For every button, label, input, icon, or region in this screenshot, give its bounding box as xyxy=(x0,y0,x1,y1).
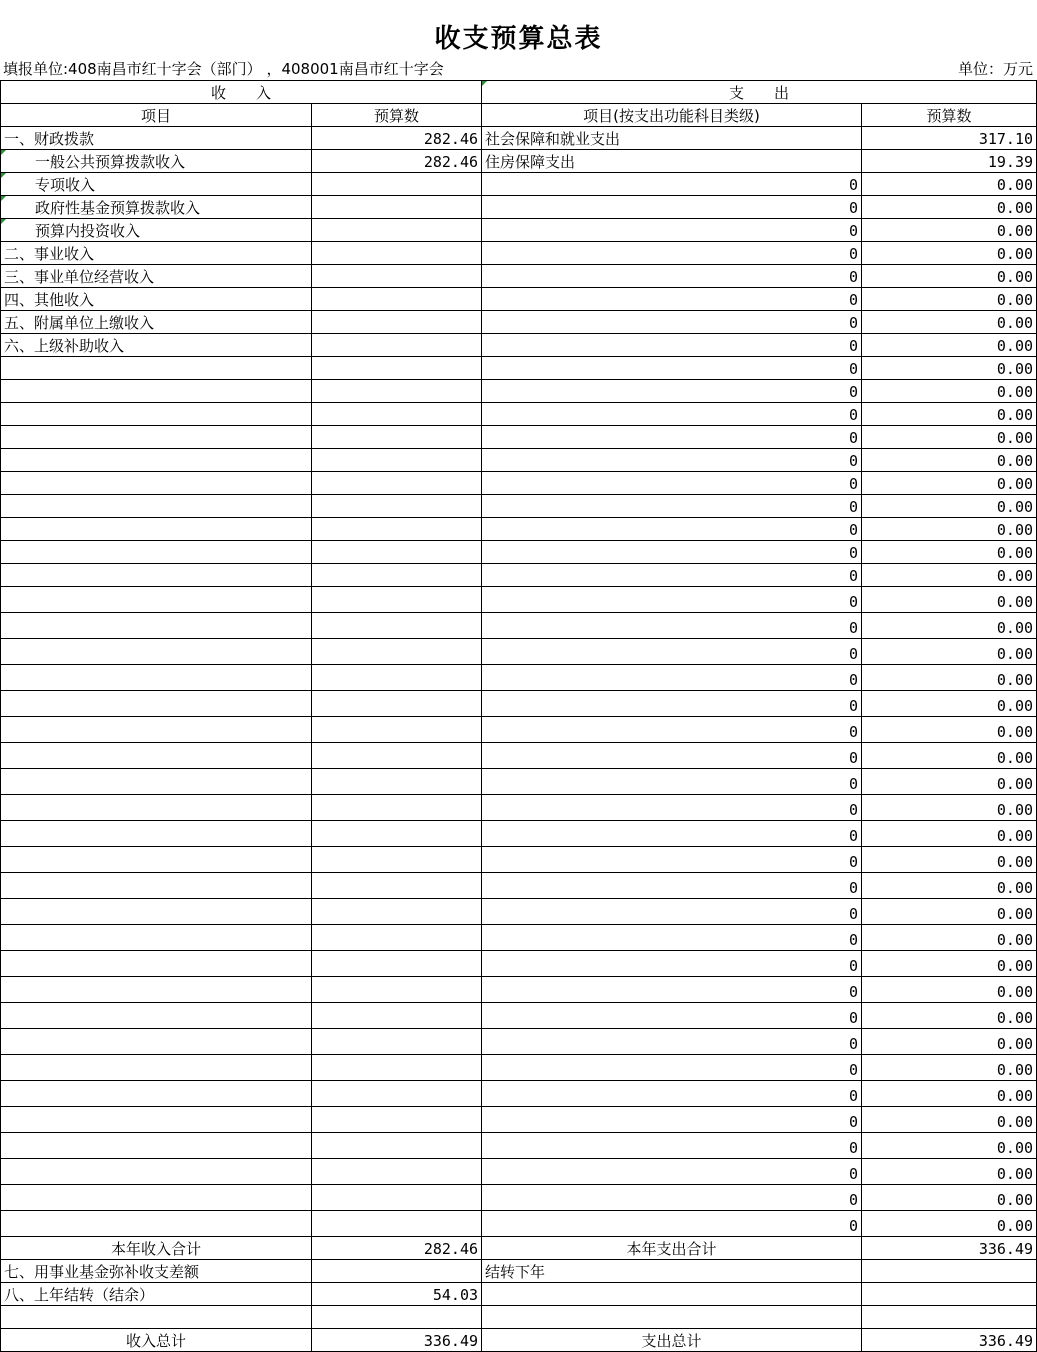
expense-value-cell: 0.00 xyxy=(862,1133,1037,1159)
table-row xyxy=(1,873,1037,899)
empty-cell xyxy=(862,1283,1037,1306)
expense-value-cell: 0.00 xyxy=(862,357,1037,380)
carry-next-value xyxy=(862,1260,1037,1283)
income-item-cell xyxy=(1,1107,312,1133)
expense-value-cell: 0.00 xyxy=(862,495,1037,518)
table-row xyxy=(1,717,1037,743)
income-value-cell xyxy=(312,977,482,1003)
expense-value-cell: 0.00 xyxy=(862,173,1037,196)
grand-expense-value: 336.49 xyxy=(862,1329,1037,1352)
table-row xyxy=(1,743,1037,769)
income-value-cell xyxy=(312,1107,482,1133)
income-item-cell: 二、事业收入 xyxy=(1,242,312,265)
expense-item-cell: 0 xyxy=(482,899,862,925)
table-row xyxy=(1,357,1037,380)
expense-item-cell: 0 xyxy=(482,977,862,1003)
income-item-cell xyxy=(1,821,312,847)
expense-item-cell: 0 xyxy=(482,1003,862,1029)
income-value-cell xyxy=(312,311,482,334)
table-row xyxy=(1,196,1037,219)
income-item-cell: 一般公共预算拨款收入 xyxy=(1,150,312,173)
table-row xyxy=(1,925,1037,951)
expense-value-cell: 0.00 xyxy=(862,1159,1037,1185)
table-row xyxy=(1,449,1037,472)
income-item-cell: 四、其他收入 xyxy=(1,288,312,311)
table-row xyxy=(1,613,1037,639)
income-value-cell xyxy=(312,665,482,691)
income-item-cell xyxy=(1,587,312,613)
income-item-header: 项目 xyxy=(1,104,312,127)
table-row xyxy=(1,541,1037,564)
expense-item-cell: 0 xyxy=(482,639,862,665)
table-row xyxy=(1,495,1037,518)
table-row xyxy=(1,564,1037,587)
expense-value-cell: 0.00 xyxy=(862,1029,1037,1055)
expense-value-cell: 0.00 xyxy=(862,426,1037,449)
income-item-cell xyxy=(1,426,312,449)
income-item-cell xyxy=(1,1029,312,1055)
income-value-cell xyxy=(312,219,482,242)
budget-table xyxy=(0,80,1037,1352)
table-row xyxy=(1,1029,1037,1055)
expense-value-cell: 0.00 xyxy=(862,380,1037,403)
income-item-cell xyxy=(1,665,312,691)
income-item-cell xyxy=(1,1003,312,1029)
expense-item-cell: 0 xyxy=(482,564,862,587)
expense-item-cell: 0 xyxy=(482,925,862,951)
expense-item-cell: 0 xyxy=(482,951,862,977)
table-row xyxy=(1,472,1037,495)
income-item-cell xyxy=(1,1133,312,1159)
empty-cell xyxy=(312,1306,482,1329)
income-item-cell xyxy=(1,613,312,639)
income-item-cell: 专项收入 xyxy=(1,173,312,196)
expense-value-cell: 0.00 xyxy=(862,821,1037,847)
table-row xyxy=(1,1055,1037,1081)
income-item-cell xyxy=(1,743,312,769)
income-item-cell xyxy=(1,899,312,925)
table-row xyxy=(1,951,1037,977)
expense-item-cell: 0 xyxy=(482,196,862,219)
table-row xyxy=(1,795,1037,821)
expense-item-cell: 0 xyxy=(482,541,862,564)
expense-item-cell: 0 xyxy=(482,495,862,518)
income-item-cell xyxy=(1,1185,312,1211)
income-item-cell: 政府性基金预算拨款收入 xyxy=(1,196,312,219)
income-value-cell xyxy=(312,403,482,426)
expense-item-cell: 0 xyxy=(482,1107,862,1133)
expense-item-cell: 0 xyxy=(482,380,862,403)
income-item-cell xyxy=(1,769,312,795)
expense-item-header: 项目(按支出功能科目类级) xyxy=(482,104,862,127)
report-title: 收支预算总表 xyxy=(434,24,603,54)
expense-item-cell: 0 xyxy=(482,613,862,639)
expense-value-cell: 0.00 xyxy=(862,334,1037,357)
expense-value-cell: 0.00 xyxy=(862,564,1037,587)
income-item-cell xyxy=(1,717,312,743)
expense-value-cell: 0.00 xyxy=(862,311,1037,334)
table-row xyxy=(1,288,1037,311)
expense-item-cell: 0 xyxy=(482,691,862,717)
expense-item-cell: 0 xyxy=(482,357,862,380)
income-item-cell xyxy=(1,795,312,821)
table-row xyxy=(1,1159,1037,1185)
expense-value-cell: 0.00 xyxy=(862,1185,1037,1211)
grand-expense-label: 支出总计 xyxy=(482,1329,862,1352)
expense-value-cell: 0.00 xyxy=(862,449,1037,472)
income-value-cell xyxy=(312,495,482,518)
income-value-cell xyxy=(312,847,482,873)
income-value-cell xyxy=(312,564,482,587)
expense-value-cell: 0.00 xyxy=(862,242,1037,265)
income-item-cell xyxy=(1,495,312,518)
expense-value-cell: 0.00 xyxy=(862,951,1037,977)
expense-value-cell: 0.00 xyxy=(862,472,1037,495)
expense-value-cell: 0.00 xyxy=(862,769,1037,795)
income-item-cell xyxy=(1,1081,312,1107)
expense-value-cell: 0.00 xyxy=(862,403,1037,426)
expense-value-cell: 0.00 xyxy=(862,1081,1037,1107)
expense-value-cell: 0.00 xyxy=(862,1107,1037,1133)
expense-item-cell: 0 xyxy=(482,1081,862,1107)
income-item-cell xyxy=(1,951,312,977)
table-row xyxy=(1,1211,1037,1237)
fund-value xyxy=(312,1260,482,1283)
expense-value-cell: 0.00 xyxy=(862,639,1037,665)
expense-item-cell: 0 xyxy=(482,426,862,449)
income-value-cell xyxy=(312,1211,482,1237)
expense-value-cell: 0.00 xyxy=(862,541,1037,564)
table-row xyxy=(1,380,1037,403)
income-item-cell xyxy=(1,873,312,899)
money-unit-label: 单位：万元 xyxy=(957,60,1033,78)
fund-row xyxy=(1,1260,1037,1283)
income-value-cell xyxy=(312,242,482,265)
income-value-cell xyxy=(312,1055,482,1081)
income-item-cell xyxy=(1,472,312,495)
expense-item-cell: 0 xyxy=(482,743,862,769)
expense-value-cell: 0.00 xyxy=(862,219,1037,242)
income-item-cell xyxy=(1,847,312,873)
income-item-cell: 预算内投资收入 xyxy=(1,219,312,242)
expense-item-cell: 0 xyxy=(482,311,862,334)
expense-item-cell: 0 xyxy=(482,219,862,242)
income-value-cell xyxy=(312,265,482,288)
income-item-cell: 六、上级补助收入 xyxy=(1,334,312,357)
table-row xyxy=(1,1081,1037,1107)
income-value-cell xyxy=(312,1133,482,1159)
table-row xyxy=(1,334,1037,357)
expense-value-cell: 0.00 xyxy=(862,196,1037,219)
income-item-cell xyxy=(1,380,312,403)
income-header: 收 入 xyxy=(1,81,482,104)
table-row xyxy=(1,403,1037,426)
income-value-cell xyxy=(312,288,482,311)
table-row xyxy=(1,242,1037,265)
table-row xyxy=(1,265,1037,288)
expense-header: 支 出 xyxy=(482,81,1037,104)
table-row xyxy=(1,769,1037,795)
table-row xyxy=(1,311,1037,334)
empty-cell xyxy=(482,1283,862,1306)
income-value-cell xyxy=(312,769,482,795)
blank-row xyxy=(1,1306,1037,1329)
expense-item-cell: 0 xyxy=(482,449,862,472)
table-row xyxy=(1,899,1037,925)
expense-value-cell: 317.10 xyxy=(862,127,1037,150)
expense-item-cell: 0 xyxy=(482,334,862,357)
income-item-cell xyxy=(1,564,312,587)
income-value-cell xyxy=(312,821,482,847)
expense-value-cell: 0.00 xyxy=(862,1211,1037,1237)
income-value-cell xyxy=(312,1185,482,1211)
income-value-cell xyxy=(312,196,482,219)
expense-value-cell: 0.00 xyxy=(862,1003,1037,1029)
income-value-cell xyxy=(312,587,482,613)
income-value-cell xyxy=(312,173,482,196)
income-value-cell xyxy=(312,472,482,495)
empty-cell xyxy=(482,1306,862,1329)
fill-unit-label: 填报单位:408南昌市红十字会（部门） ，408001南昌市红十字会 xyxy=(3,60,444,78)
income-item-cell: 三、事业单位经营收入 xyxy=(1,265,312,288)
expense-item-cell: 0 xyxy=(482,717,862,743)
expense-value-cell: 0.00 xyxy=(862,925,1037,951)
table-row xyxy=(1,426,1037,449)
income-item-cell xyxy=(1,1211,312,1237)
table-row xyxy=(1,1185,1037,1211)
year-total-row xyxy=(1,1237,1037,1260)
expense-value-cell: 0.00 xyxy=(862,717,1037,743)
income-item-cell xyxy=(1,1159,312,1185)
expense-item-cell: 0 xyxy=(482,1159,862,1185)
income-value-cell xyxy=(312,1081,482,1107)
expense-item-cell: 0 xyxy=(482,847,862,873)
income-value-cell xyxy=(312,518,482,541)
income-value-cell: 282.46 xyxy=(312,150,482,173)
expense-item-cell: 0 xyxy=(482,821,862,847)
income-item-cell xyxy=(1,449,312,472)
prior-carry-row xyxy=(1,1283,1037,1306)
expense-value-cell: 0.00 xyxy=(862,518,1037,541)
income-value-cell xyxy=(312,1159,482,1185)
prior-carry-label: 八、上年结转（结余） xyxy=(1,1283,312,1306)
income-total-value: 282.46 xyxy=(312,1237,482,1260)
income-value-cell xyxy=(312,1003,482,1029)
grand-income-value: 336.49 xyxy=(312,1329,482,1352)
income-value-cell xyxy=(312,639,482,665)
expense-item-cell: 0 xyxy=(482,769,862,795)
expense-item-cell: 社会保障和就业支出 xyxy=(482,127,862,150)
income-value-cell xyxy=(312,951,482,977)
expense-value-cell: 0.00 xyxy=(862,977,1037,1003)
income-value-cell xyxy=(312,357,482,380)
table-row xyxy=(1,665,1037,691)
income-value-cell xyxy=(312,691,482,717)
expense-item-cell: 0 xyxy=(482,288,862,311)
income-item-cell xyxy=(1,977,312,1003)
expense-total-label: 本年支出合计 xyxy=(482,1237,862,1260)
expense-item-cell: 0 xyxy=(482,1185,862,1211)
expense-value-cell: 0.00 xyxy=(862,795,1037,821)
income-item-cell xyxy=(1,925,312,951)
income-value-cell xyxy=(312,717,482,743)
table-row xyxy=(1,1003,1037,1029)
expense-item-cell: 0 xyxy=(482,1133,862,1159)
expense-value-cell: 0.00 xyxy=(862,899,1037,925)
table-row xyxy=(1,1133,1037,1159)
income-value-cell xyxy=(312,541,482,564)
income-item-cell xyxy=(1,1055,312,1081)
expense-item-cell: 0 xyxy=(482,265,862,288)
income-value-cell xyxy=(312,743,482,769)
expense-item-cell: 0 xyxy=(482,1211,862,1237)
income-value-cell xyxy=(312,1029,482,1055)
expense-item-cell: 住房保障支出 xyxy=(482,150,862,173)
table-row xyxy=(1,1107,1037,1133)
table-row xyxy=(1,977,1037,1003)
column-header-row xyxy=(1,104,1037,127)
table-row xyxy=(1,127,1037,150)
income-total-label: 本年收入合计 xyxy=(1,1237,312,1260)
income-value-cell xyxy=(312,925,482,951)
income-item-cell xyxy=(1,357,312,380)
expense-item-cell: 0 xyxy=(482,795,862,821)
income-value-cell xyxy=(312,426,482,449)
income-item-cell: 一、财政拨款 xyxy=(1,127,312,150)
income-item-cell xyxy=(1,403,312,426)
expense-item-cell: 0 xyxy=(482,1055,862,1081)
table-row xyxy=(1,821,1037,847)
income-value-cell: 282.46 xyxy=(312,127,482,150)
fund-label: 七、用事业基金弥补收支差额 xyxy=(1,1260,312,1283)
table-row xyxy=(1,639,1037,665)
table-row xyxy=(1,691,1037,717)
expense-item-cell: 0 xyxy=(482,403,862,426)
expense-value-cell: 0.00 xyxy=(862,847,1037,873)
income-value-cell xyxy=(312,613,482,639)
expense-value-cell: 0.00 xyxy=(862,743,1037,769)
income-value-cell xyxy=(312,899,482,925)
income-value-cell xyxy=(312,380,482,403)
prior-carry-value: 54.03 xyxy=(312,1283,482,1306)
table-row xyxy=(1,219,1037,242)
income-item-cell xyxy=(1,541,312,564)
empty-cell xyxy=(862,1306,1037,1329)
expense-item-cell: 0 xyxy=(482,472,862,495)
expense-item-cell: 0 xyxy=(482,1029,862,1055)
table-row xyxy=(1,847,1037,873)
expense-budget-header: 预算数 xyxy=(862,104,1037,127)
table-row xyxy=(1,150,1037,173)
grand-income-label: 收入总计 xyxy=(1,1329,312,1352)
expense-item-cell: 0 xyxy=(482,242,862,265)
expense-value-cell: 0.00 xyxy=(862,665,1037,691)
expense-value-cell: 0.00 xyxy=(862,1055,1037,1081)
expense-item-cell: 0 xyxy=(482,587,862,613)
expense-item-cell: 0 xyxy=(482,873,862,899)
income-value-cell xyxy=(312,795,482,821)
table-row xyxy=(1,518,1037,541)
income-value-cell xyxy=(312,449,482,472)
expense-value-cell: 0.00 xyxy=(862,691,1037,717)
table-row xyxy=(1,587,1037,613)
income-item-cell: 五、附属单位上缴收入 xyxy=(1,311,312,334)
table-row xyxy=(1,173,1037,196)
income-budget-header: 预算数 xyxy=(312,104,482,127)
expense-value-cell: 0.00 xyxy=(862,288,1037,311)
income-value-cell xyxy=(312,334,482,357)
income-item-cell xyxy=(1,639,312,665)
expense-value-cell: 0.00 xyxy=(862,873,1037,899)
section-header-row xyxy=(1,81,1037,104)
expense-item-cell: 0 xyxy=(482,173,862,196)
expense-value-cell: 19.39 xyxy=(862,150,1037,173)
grand-total-row xyxy=(1,1329,1037,1352)
expense-item-cell: 0 xyxy=(482,518,862,541)
expense-total-value: 336.49 xyxy=(862,1237,1037,1260)
expense-value-cell: 0.00 xyxy=(862,587,1037,613)
expense-value-cell: 0.00 xyxy=(862,613,1037,639)
expense-value-cell: 0.00 xyxy=(862,265,1037,288)
carry-next-label: 结转下年 xyxy=(482,1260,862,1283)
expense-item-cell: 0 xyxy=(482,665,862,691)
income-item-cell xyxy=(1,518,312,541)
income-value-cell xyxy=(312,873,482,899)
income-item-cell xyxy=(1,691,312,717)
empty-cell xyxy=(1,1306,312,1329)
